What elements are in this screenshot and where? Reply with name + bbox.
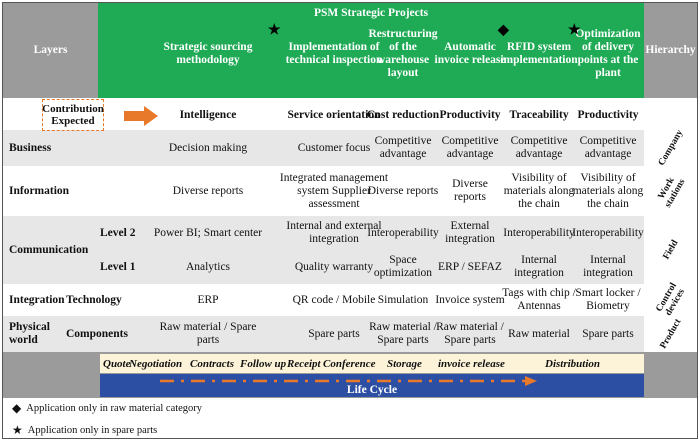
project-header-4 — [433, 23, 509, 82]
contribution-value: Productivity — [439, 108, 501, 121]
table-cell: Raw material / Spare parts — [436, 321, 504, 346]
hierarchy-label — [644, 216, 697, 284]
table-cell: Interoperability — [572, 226, 644, 239]
project-header-6 — [568, 23, 646, 82]
project-header-label: Optimization of delivery points at the plant — [575, 28, 641, 79]
table-cell: Quality warranty — [294, 260, 374, 273]
layers-header: Layers — [33, 44, 68, 56]
lifecycle-stage: Negotiation — [129, 357, 183, 370]
table-cell: Smart locker / Biometry — [575, 287, 641, 312]
table-cell: Raw material / Spare parts — [159, 321, 257, 346]
table-cell: Visibility of materials along the chain — [572, 171, 644, 210]
contribution-value: Cost reduction — [366, 108, 440, 121]
layer-label: Information — [9, 184, 70, 197]
table-cell: Interoperability — [367, 226, 439, 239]
sublayer-label: Components — [66, 328, 128, 340]
lifecycle-label: Life Cycle — [346, 384, 398, 396]
hierarchy-label-text: Field — [661, 238, 680, 262]
sublayer-label: Level 2 — [100, 227, 136, 239]
hierarchy-label-text: Control devices — [653, 281, 687, 318]
table-cell: Diverse reports — [172, 184, 244, 197]
diamond-icon: ◆ — [498, 23, 509, 38]
table-cell: Spare parts — [308, 327, 360, 340]
lifecycle-stage: Follow up — [240, 357, 287, 370]
table-cell: Diverse reports — [452, 178, 488, 203]
lifecycle-stage: invoice release — [438, 357, 505, 370]
table-cell: External integration — [445, 220, 495, 245]
table-cell: Spare parts — [582, 327, 634, 340]
table-cell: Integrated management system Supplier assessment — [279, 171, 389, 210]
sublayer-label: Technology — [66, 294, 122, 306]
table-cell: Interoperability — [503, 226, 575, 239]
table-cell: Visibility of materials along the chain — [503, 171, 575, 210]
contribution-label: Contribution Expected — [42, 103, 104, 127]
project-header-label: Strategic sourcing methodology — [163, 41, 253, 66]
table-cell: Diverse reports — [367, 184, 439, 197]
star-icon: ★ — [568, 23, 581, 38]
project-header-1 — [150, 26, 266, 82]
hierarchy-label — [644, 281, 697, 318]
hierarchy-label-text: Product — [658, 317, 683, 351]
hierarchy-header: Hierarchy — [645, 44, 696, 56]
lifecycle-stage: Storage — [387, 357, 422, 370]
table-cell: Raw material / Spare parts — [369, 321, 437, 346]
hierarchy-label — [644, 130, 697, 166]
legend-item-diamond — [12, 401, 202, 415]
table-cell: Simulation — [377, 293, 429, 306]
project-header-label: Automatic invoice release — [434, 41, 506, 66]
contribution-value: Traceability — [509, 108, 569, 121]
table-cell: Power BI; Smart center — [153, 226, 263, 239]
lifecycle-stage: Conference — [323, 357, 376, 370]
table-cell: ERP — [197, 293, 219, 306]
contribution-value: Intelligence — [179, 108, 237, 121]
project-header-label: RFID system implementation — [500, 41, 578, 66]
table-cell: Internal and external integration — [286, 220, 382, 245]
layer-label: Integration — [9, 293, 65, 306]
layer-label: Communication — [9, 243, 89, 256]
lifecycle-stage: Distribution — [545, 357, 601, 370]
hierarchy-label-text: Company — [656, 128, 685, 168]
table-cell: Competitive advantage — [441, 135, 499, 160]
hierarchy-label — [644, 166, 697, 216]
table-cell: Customer focus — [297, 141, 371, 154]
table-cell: Space optimization — [373, 254, 433, 279]
table-cell: Invoice system — [435, 293, 505, 306]
table-cell: Tags with chip / Antennas — [502, 287, 576, 312]
project-header-5 — [498, 23, 578, 82]
layer-label: Physical world — [9, 321, 50, 346]
table-cell: Competitive advantage — [374, 135, 432, 160]
star-icon: ★ — [268, 23, 281, 38]
table-cell: ERP / SEFAZ — [438, 260, 502, 273]
star-icon: ★ — [12, 422, 23, 437]
legend-text-diamond: Application only in raw material category — [26, 402, 203, 414]
hierarchy-label — [644, 316, 697, 352]
table-cell: Internal integration — [583, 254, 633, 279]
table-cell: Internal integration — [514, 254, 564, 279]
table-cell: Raw material — [508, 327, 570, 340]
legend-text-star: Application only in spare parts — [27, 424, 158, 436]
diamond-icon: ◆ — [12, 400, 22, 415]
lifecycle-stage: Receipt — [287, 357, 321, 370]
hierarchy-label-text: Work stations — [656, 175, 687, 210]
contribution-value: Service orientation — [287, 108, 381, 121]
sublayer-label: Level 1 — [100, 261, 136, 273]
table-cell: Analytics — [185, 260, 231, 273]
table-cell: Decision making — [168, 141, 248, 154]
lifecycle-stage: Contracts — [190, 357, 235, 370]
lifecycle-stage: Quote — [103, 357, 131, 370]
table-cell: QR code / Mobile — [292, 293, 376, 306]
project-header-label: Restructuring of the warehouse layout — [368, 28, 438, 79]
table-cell: Competitive advantage — [510, 135, 568, 160]
layer-label: Business — [9, 141, 52, 154]
table-cell: Competitive advantage — [579, 135, 637, 160]
project-header-label: Implementation of technical inspection — [285, 41, 383, 66]
project-header-3 — [364, 26, 442, 82]
projects-group-title: PSM Strategic Projects — [313, 6, 429, 19]
contribution-value: Productivity — [577, 108, 639, 121]
legend-item-star — [12, 423, 157, 437]
